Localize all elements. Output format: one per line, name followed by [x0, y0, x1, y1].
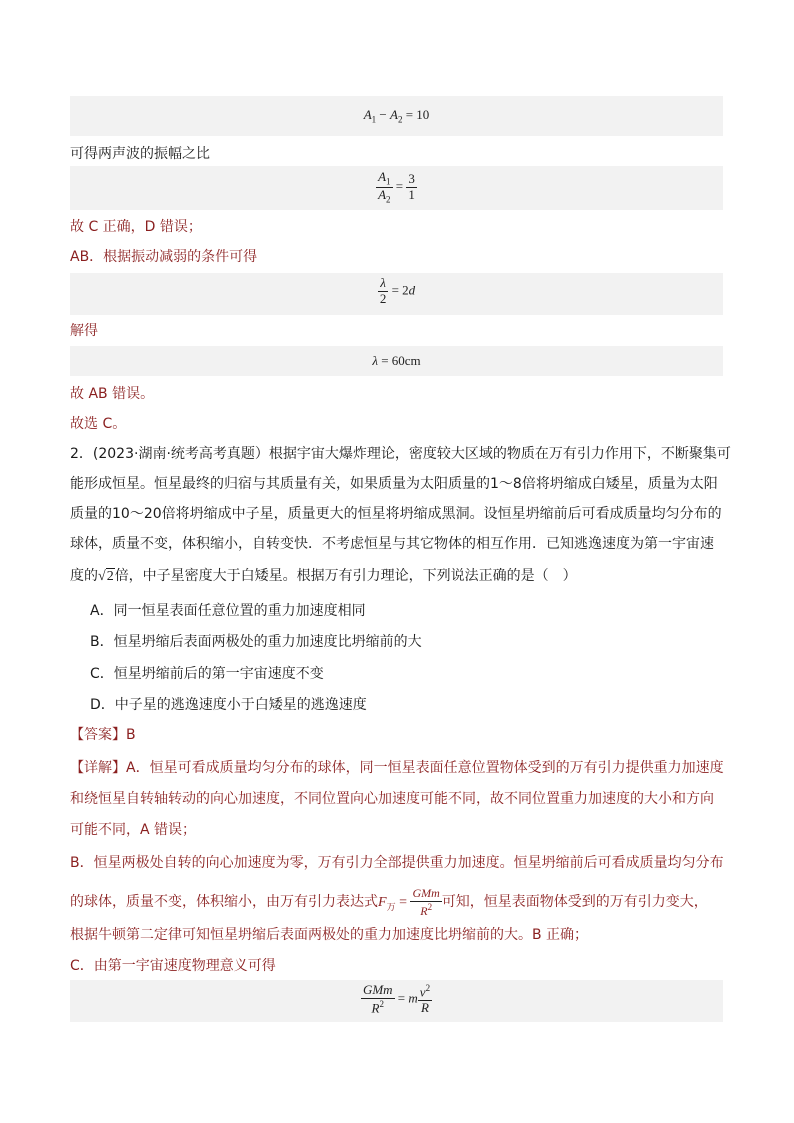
- question-line: 2．(2023·湖南·统考高考真题）根据宇宙大爆炸理论，密度较大区域的物质在万有引力作用下，不断聚集可: [70, 446, 731, 462]
- option-b: B．恒星坍缩后表面两极处的重力加速度比坍缩前的大: [90, 634, 422, 650]
- text-line: 故选 C。: [70, 416, 127, 432]
- value: = 10: [402, 107, 430, 122]
- detail-line: B．恒星两极处自转的向心加速度为零，万有引力全部提供重力加速度。恒星坍缩前后可看成质量均匀分布: [70, 855, 724, 871]
- value: = 2: [388, 282, 409, 298]
- operator: −: [376, 107, 390, 122]
- formula-first-cosmic-velocity: [70, 983, 723, 1016]
- symbol: d: [408, 282, 416, 298]
- option-a: A．同一恒星表面任意位置的重力加速度相同: [90, 603, 366, 619]
- symbol: m: [408, 990, 418, 1006]
- question-line: 质量的10～20倍将坍缩成中子星，质量更大的恒星将坍缩成黑洞。设恒星坍缩前后可看成质量均匀分布的: [70, 506, 722, 522]
- operator: =: [392, 178, 407, 194]
- text: 度的: [70, 568, 98, 584]
- text-line: 故 C 正确，D 错误；: [70, 219, 202, 235]
- text-line: 可得两声波的振幅之比: [70, 146, 210, 162]
- value: = 60cm: [377, 353, 421, 368]
- detail-line: [70, 758, 730, 778]
- text-line: AB．根据振动减弱的条件可得: [70, 249, 258, 265]
- symbol: A: [390, 107, 398, 122]
- symbol: A: [363, 107, 372, 122]
- question-line: 球体，质量不变，体积缩小，自转变快．不考虑恒星与其它物体的相互作用．已知逃逸速度为第一宇宙速: [70, 536, 714, 552]
- fraction: $\frac{3}{1}$: [408, 171, 415, 202]
- detail-line: [70, 887, 730, 919]
- text: 可知，恒星表面物体受到的万有引力变大，: [441, 894, 708, 911]
- text: 倍，中子星密度大于白矮星。根据万有引力理论，下列说法正确的是（ ）: [114, 568, 577, 584]
- detail-line: 可能不同，A 错误；: [70, 822, 197, 838]
- answer-label: 【答案】B: [70, 727, 136, 743]
- question-line: 能形成恒星。恒星最终的归宿与其质量有关，如果质量为太阳质量的1～8倍将坍缩成白矮星，质量为太阳: [70, 476, 718, 492]
- formula-amplitude-difference: [70, 107, 723, 125]
- subscript: 1: [371, 114, 377, 125]
- detail-line: C．由第一宇宙速度物理意义可得: [70, 958, 276, 974]
- fraction: $\frac{A_1}{A_2}$: [378, 169, 391, 205]
- symbol: λ: [372, 353, 378, 368]
- text-line: 解得: [70, 323, 98, 339]
- formula-gravity-inline: $F_万$ = $\frac{\text{GMm}}{R^2}$: [378, 886, 440, 918]
- fraction: $\frac{\text{GMm}}{R^2}$: [362, 982, 393, 1016]
- subscript: 2: [397, 114, 403, 125]
- detail-tag: 【详解】: [70, 760, 126, 776]
- option-d: D．中子星的逃逸速度小于白矮星的逃逸速度: [90, 697, 367, 713]
- text: 的球体，质量不变，体积缩小，由万有引力表达式: [70, 894, 378, 911]
- detail-line: 根据牛顿第二定律可知恒星坍缩后表面两极处的重力加速度比坍缩前的大。B 正确；: [70, 927, 589, 943]
- formula-wavelength-condition: [70, 276, 723, 307]
- formula-wavelength-result: [70, 353, 723, 369]
- option-c: C．恒星坍缩前后的第一宇宙速度不变: [90, 666, 324, 682]
- sqrt-expression: √2: [98, 569, 114, 584]
- question-line: [70, 566, 730, 587]
- fraction: $\frac{v^2}{R}$: [419, 983, 431, 1016]
- fraction: $\frac{\lambda}{2}$: [379, 275, 387, 306]
- detail-line: 和绕恒星自转轴转动的向心加速度，不同位置向心加速度可能不同，故不同位置重力加速度的大小和方向: [70, 791, 714, 807]
- formula-amplitude-ratio: [70, 170, 723, 205]
- text: A．恒星可看成质量均匀分布的球体，同一恒星表面任意位置物体受到的万有引力提供重力加速度: [126, 760, 724, 776]
- text-line: 故 AB 错误。: [70, 386, 155, 402]
- operator: =: [394, 990, 409, 1006]
